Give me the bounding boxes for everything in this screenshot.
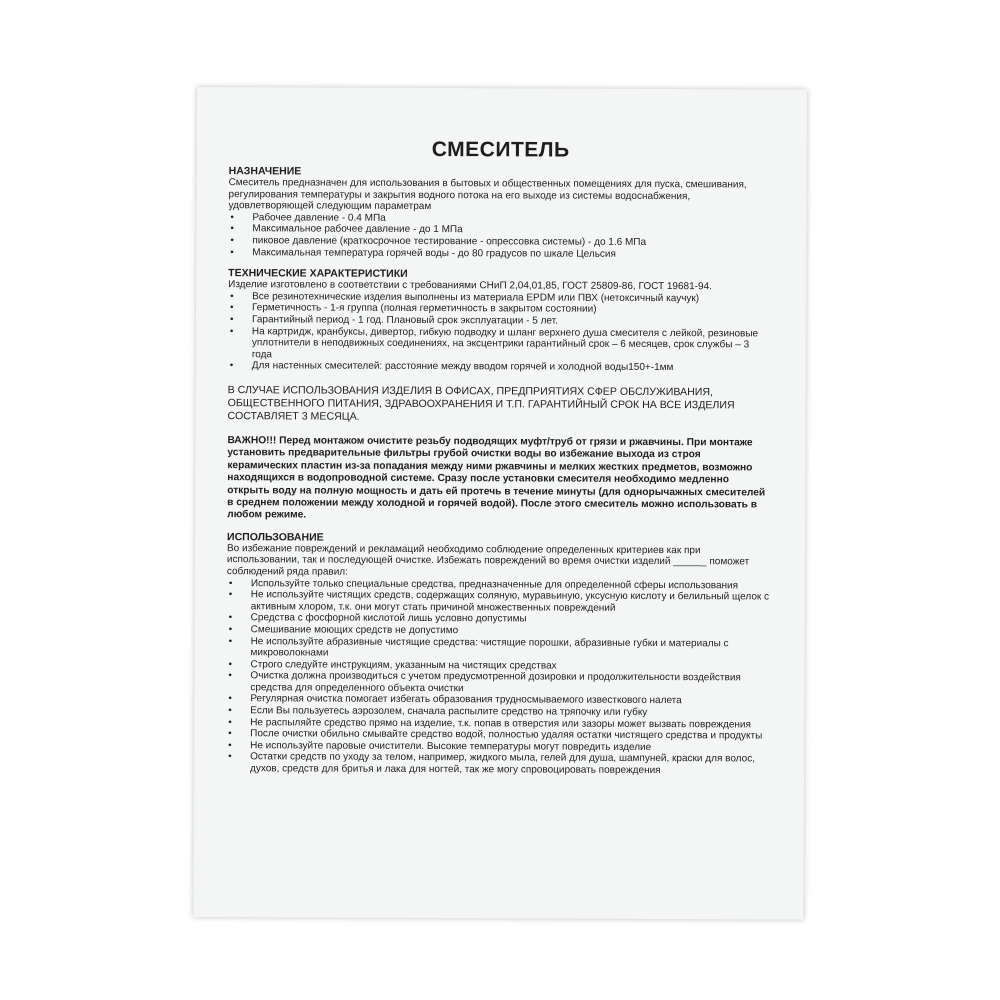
list-item: • После очистки обильно смывайте средство водой, полностью удаляя остатки чистящего средства и продукты [228, 728, 763, 742]
bullet-icon: • [229, 314, 234, 326]
list-item: • Смешивание моющих средств не допустимо [228, 624, 459, 637]
specs-section [228, 267, 772, 374]
bullet-icon: • [230, 223, 234, 235]
document-title: СМЕСИТЕЛЬ [431, 138, 570, 162]
bullet-icon: • [230, 290, 234, 302]
specs-heading: ТЕХНИЧЕСКИЕ ХАРАКТЕРИСТИКИ [228, 267, 408, 281]
specs-list [228, 291, 772, 375]
office-warranty-notice: В СЛУЧАЕ ИСПОЛЬЗОВАНИЯ ИЗДЕЛИЯ В ОФИСАХ, ПРЕДПРИЯТИЯХ СФЕР ОБСЛУЖИВАНИЯ, ОБЩЕСТВЕННОГО ПИТАНИЯ, ЗДРАВООХРАНЕНИЯ И Т.П. ГАРАНТИЙНЫЙ СРОК НА ВСЕ ИЗДЕЛИЯ СОСТАВЛЯЕТ 3 МЕСЯЦА. [227, 384, 735, 423]
purpose-heading: НАЗНАЧЕНИЕ [228, 165, 302, 178]
purpose-section [228, 165, 772, 261]
list-item: • Не используйте чистящих средств, содержащих соляную, муравьиную, уксусную кислоту и белильный щелок с активным хлором, т.к. они могут стать причиной множественных повреждений [228, 589, 770, 614]
bullet-icon: • [228, 751, 232, 763]
bullet-icon: • [228, 693, 232, 705]
usage-list [226, 578, 771, 777]
list-item: • Очистка должна производиться с учетом предусмотренной дозировки и продолжительности воздействия средства для определенного объекта очистки [228, 670, 741, 695]
list-item: • Если Вы пользуетесь аэрозолем, сначала распылите средство на тряпочку или губку [228, 705, 648, 719]
usage-section [226, 531, 771, 777]
bullet-icon: • [228, 624, 233, 636]
list-item: • Гарантийный период - 1 год. Плановый срок эксплуатации - 5 лет. [229, 314, 558, 327]
bullet-icon: • [228, 577, 233, 589]
bullet-icon: • [230, 246, 234, 258]
list-item: • пиковое давление (краткосрочное тестирование - опрессовка системы) - до 1.6 МПа [230, 235, 647, 248]
bullet-icon: • [228, 705, 232, 717]
list-item: • Рабочее давление - 0.4 МПа [230, 211, 386, 224]
list-item: • Максимальное рабочее давление - до 1 МПа [230, 223, 463, 236]
purpose-text: Смеситель предназначен для использования в бытовых и общественных помещениях для пуска, смешивания, регулирования температуры и закрытия водного потока на его выходе из системы водоснабжения, удовлетворяющей следующим параметрам [228, 177, 747, 213]
bullet-icon: • [230, 235, 234, 247]
bullet-icon: • [228, 658, 233, 670]
bullet-icon: • [228, 670, 232, 682]
list-item: • Не распыляйте средство прямо на изделие, т.к. попав в отверстия или зазоры может вызвать повреждения [228, 716, 751, 731]
important-notice: ВАЖНО!!! Перед монтажом очистите резьбу подводящих муфт/труб от грязи и ржавчины. При монтаже установить предварительные фильтры грубой очистки воды во избежание выхода из строя керамических пластин из-за попадания между ними ржавчины и мелких жестких предметов, возможно находящихся в водопроводной системе. Сразу после установки смесителя необходимо медленно открыть воду на полную мощность и дать ей протечь в течение минуты (для однорычажных смесителей в среднем положении между холодной и горячей водой). После этого смеситель можно использовать в любом режиме. [227, 435, 766, 521]
purpose-list [228, 212, 772, 261]
list-item: • Для настенных смесителей: расстояние между вводом горячей и холодной воды150+-1мм [229, 360, 674, 374]
list-item: • Остатки средств по уходу за телом, например, жидкого мыла, гелей для душа, шампуней, краски для волос, духов, средств для бритья и лака для ногтей, так же могу спровоцировать повреждения [228, 751, 756, 777]
list-item: • Не используйте паровые очистители. Высокие температуры могут повредить изделие [228, 739, 652, 753]
bullet-icon: • [228, 716, 232, 728]
list-item: • Регулярная очистка помогает избегать образования трудносмываемого известкового налета [228, 693, 682, 707]
bullet-icon: • [228, 612, 233, 624]
bullet-icon: • [229, 360, 234, 372]
usage-text: Во избежание повреждений и рекламаций необходимо соблюдение определенных критериев как при использовании, так и последующей очистке. Избежать повреждений во время очистки изделий ______ поможет соблюдений ряда правил: [226, 542, 750, 578]
bullet-icon: • [228, 739, 232, 752]
usage-heading: ИСПОЛЬЗОВАНИЕ [227, 530, 324, 544]
bullet-icon: • [229, 325, 234, 337]
bullet-icon: • [228, 589, 233, 601]
list-item: • Используйте только специальные средства, предназначенные для определенной сферы использования [228, 577, 739, 591]
list-item: • Все резинотехнические изделия выполнены из материала EPDM или ПВХ (нетоксичный каучук) [230, 290, 700, 304]
bullet-icon: • [230, 302, 234, 314]
specs-text: Изделие изготовлено в соответствии с требованиями СНиП 2,04,01,85, ГОСТ 25809-86, ГОСТ 19681-94. [228, 279, 712, 293]
list-item: • Герметичность - 1-я группа (полная герметичность в закрытом состоянии) [230, 302, 597, 316]
instruction-sheet [193, 87, 807, 920]
bullet-icon: • [228, 728, 232, 740]
bullet-icon: • [228, 635, 233, 647]
list-item: • Строго следуйте инструкциям, указанным на чистящих средствах [228, 658, 557, 672]
list-item: • Средства с фосфорной кислотой лишь условно допустимы [228, 612, 527, 625]
bullet-icon: • [230, 211, 234, 223]
list-item: • Не используйте абразивные чистящие средства: чистящие порошки, абразивные губки и материалы с микроволокнами [228, 635, 729, 659]
list-item: • На картридж, кранбуксы, дивертор, гибкую подводку и шланг верхнего душа смесителя с лейкой, резиновые уплотнители в неподвижных соединениях, на эксцентрики гарантийный срок – 6 месяцев, срок службы – 3 года [229, 325, 759, 361]
list-item: • Максимальная температура горячей воды - до 80 градусов по шкале Цельсия [230, 246, 616, 260]
